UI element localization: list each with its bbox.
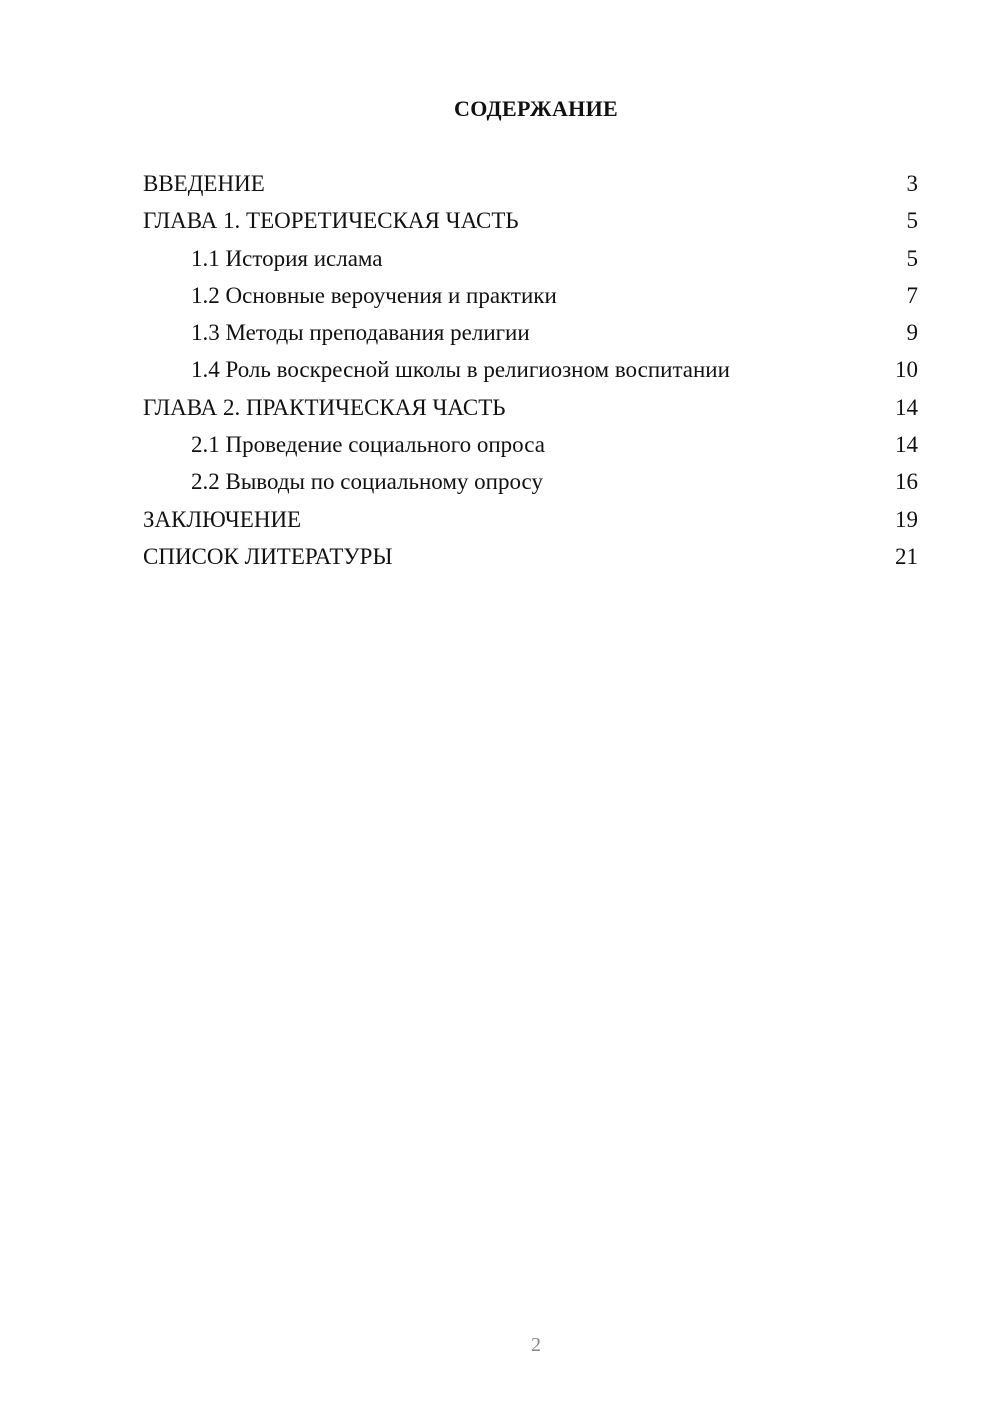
toc-entry-label: ЗАКЛЮЧЕНИЕ <box>143 506 302 532</box>
toc-entry-page: 3 <box>906 171 918 196</box>
toc-entry-label: СПИСОК ЛИТЕРАТУРЫ <box>143 543 393 569</box>
toc-entry-label: 1.3 Методы преподавания религии <box>191 320 530 346</box>
toc-entry-bibliography[interactable] <box>143 542 918 579</box>
toc-entry-page: 21 <box>895 543 918 569</box>
toc-entry-section-1-2[interactable] <box>143 281 918 318</box>
toc-entry-page: 5 <box>906 208 918 234</box>
toc-entry-label: 2.2 Выводы по социальному опросу <box>191 469 543 495</box>
table-of-contents <box>143 169 918 579</box>
toc-entry-page: 16 <box>895 469 918 495</box>
toc-entry-section-1-1[interactable] <box>143 244 918 281</box>
toc-entry-section-1-4[interactable] <box>143 355 918 392</box>
toc-entry-page: 19 <box>895 506 918 532</box>
toc-entry-section-2-1[interactable] <box>143 430 918 467</box>
toc-entry-label: 2.1 Проведение социального опроса <box>191 432 545 458</box>
toc-entry-conclusion[interactable] <box>143 505 918 542</box>
toc-entry-page: 7 <box>906 282 918 308</box>
toc-entry-label: ГЛАВА 1. ТЕОРЕТИЧЕСКАЯ ЧАСТЬ <box>143 208 519 234</box>
toc-entry-label: 1.1 История ислама <box>191 245 383 271</box>
toc-entry-chapter-1[interactable] <box>143 206 918 243</box>
toc-entry-page: 5 <box>906 245 918 271</box>
toc-entry-page: 14 <box>895 394 918 420</box>
toc-entry-section-1-3[interactable] <box>143 318 918 355</box>
toc-entry-label: 1.2 Основные вероучения и практики <box>191 282 557 308</box>
toc-entry-page: 14 <box>895 432 918 458</box>
toc-entry-section-2-2[interactable] <box>143 467 918 504</box>
toc-entry-chapter-2[interactable] <box>143 393 918 430</box>
toc-title: СОДЕРЖАНИЕ <box>454 96 618 121</box>
toc-entry-label: 1.4 Роль воскресной школы в религиозном воспитании <box>191 357 730 383</box>
toc-entry-page: 10 <box>895 357 918 383</box>
toc-entry-label: ВВЕДЕНИЕ <box>143 171 265 196</box>
toc-entry-label: ГЛАВА 2. ПРАКТИЧЕСКАЯ ЧАСТЬ <box>143 394 506 420</box>
toc-entry-page: 9 <box>906 320 918 346</box>
toc-entry-introduction[interactable] <box>143 169 918 206</box>
page-number: 2 <box>531 1334 541 1356</box>
